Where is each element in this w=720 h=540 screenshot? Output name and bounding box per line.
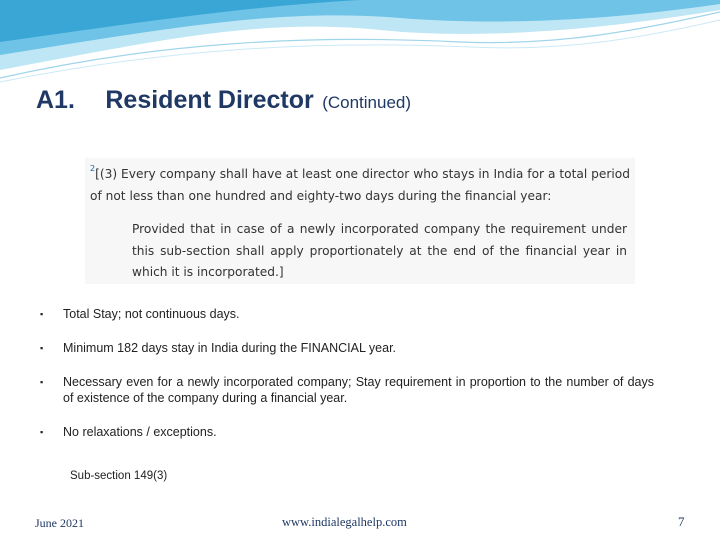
- subsection-note: Sub-section 149(3): [70, 470, 168, 482]
- footer-website-link[interactable]: www.indialegalhelp.com: [282, 515, 407, 529]
- statute-excerpt: [85, 158, 635, 284]
- bullet-item: [40, 424, 654, 440]
- footer-date: June 2021: [35, 516, 84, 530]
- bullet-mark: ▪: [40, 427, 44, 437]
- bullet-mark: ▪: [40, 309, 44, 319]
- bullet-text: Total Stay; not continuous days.: [63, 307, 240, 321]
- title-text: Resident Director: [105, 86, 314, 114]
- bullet-list: [40, 306, 654, 458]
- bullet-mark: ▪: [40, 343, 44, 353]
- excerpt-paragraph-2: Provided that in case of a newly incorporated company the requirement under this sub-section shall apply proportionately at the end of the financial year in which it is incorporated.]: [132, 222, 627, 279]
- bullet-text: Minimum 182 days stay in India during the FINANCIAL year.: [63, 341, 397, 355]
- excerpt-paragraph-1-text: [(3) Every company shall have at least one director who stays in India for a total period of not less than one hundred and eighty-two days during the financial year:: [90, 167, 630, 203]
- bullet-item: [40, 306, 654, 322]
- bullet-text: Necessary even for a newly incorporated company; Stay requirement in proportion to the number of days of existence of the company during a financial year.: [63, 375, 654, 405]
- bullet-text: No relaxations / exceptions.: [63, 425, 217, 439]
- slide-title: [36, 86, 411, 115]
- footnote-reference-link[interactable]: 2: [90, 164, 96, 173]
- bullet-mark: ▪: [40, 377, 44, 387]
- bullet-item: [40, 374, 654, 406]
- excerpt-paragraph-1: [90, 164, 630, 207]
- title-subtitle: (Continued): [322, 93, 412, 112]
- title-number: A1.: [36, 86, 75, 114]
- bullet-item: [40, 340, 654, 356]
- header-wave-decoration: [0, 0, 720, 90]
- page-number: 7: [678, 514, 685, 529]
